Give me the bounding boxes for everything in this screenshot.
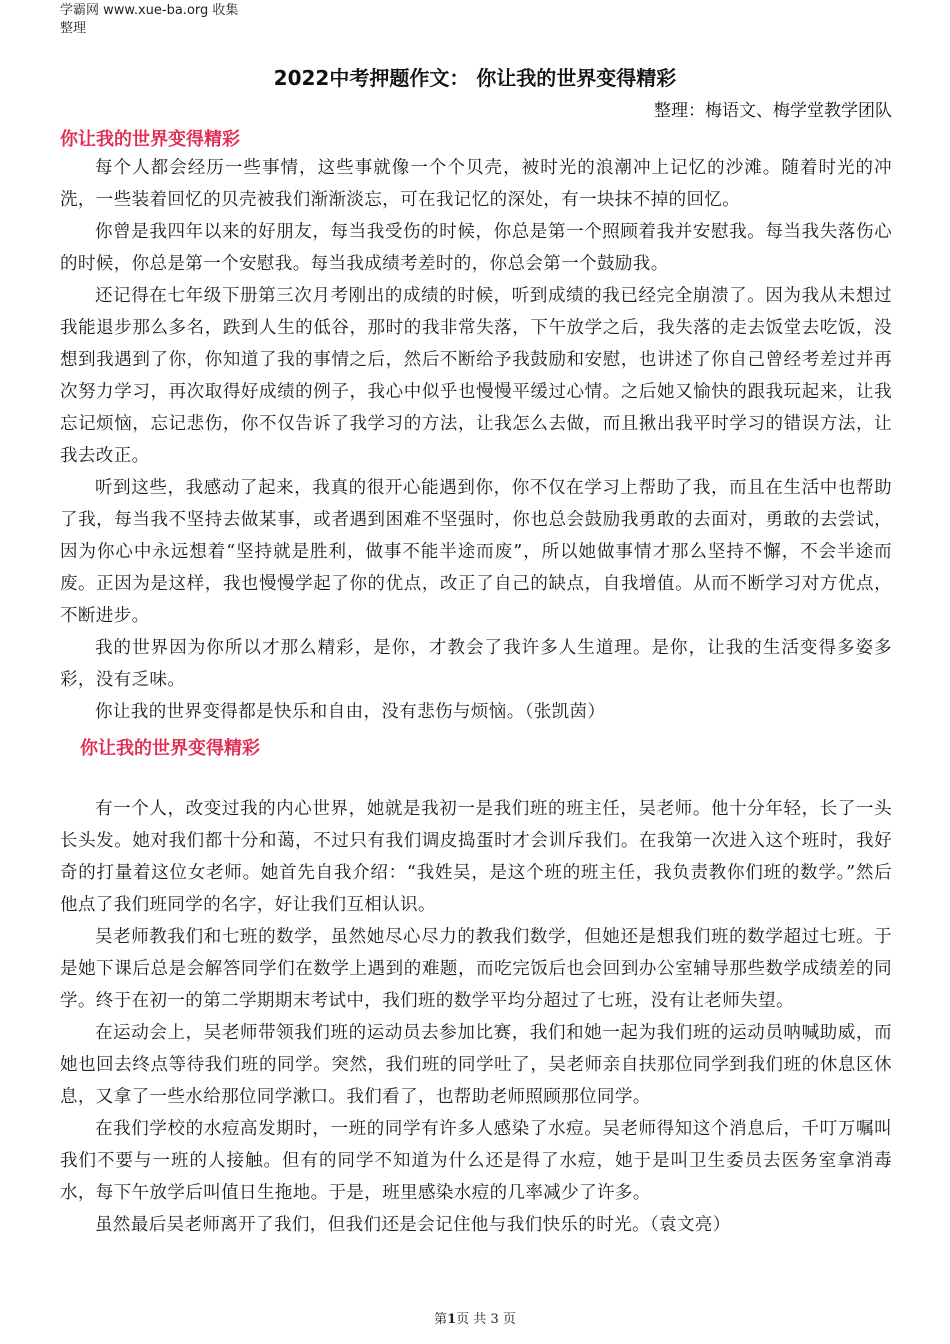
footer-middle: 页 共: [456, 1312, 487, 1327]
current-page-number: 1: [447, 1312, 457, 1327]
essay-2-body: [60, 793, 892, 1241]
paragraph: 我的世界因为你所以才那么精彩，是你，才教会了我许多人生道理。是你，让我的生活变得多姿多彩，没有乏味。: [60, 638, 892, 690]
paragraph: 你让我的世界变得都是快乐和自由，没有悲伤与烦恼。（张凯茵）: [95, 702, 606, 722]
total-pages: 3: [490, 1312, 499, 1327]
paragraph: 有一个人，改变过我的内心世界，她就是我初一是我们班的班主任，吴老师。他十分年轻，长了一头长头发。她对我们都十分和蔼，不过只有我们调皮捣蛋时才会训斥我们。在我第一次进入这个班时，我好奇的打量着这位女老师。她首先自我介绍：“我姓吴，是这个班的班主任，我负责教你们班的数学。”然后他点了我们班同学的名字，好让我们互相认识。: [60, 799, 892, 915]
paragraph: 在我们学校的水痘高发期时，一班的同学有许多人感染了水痘。吴老师得知这个消息后，千叮万嘱叫我们不要与一班的人接触。但有的同学不知道为什么还是得了水痘，她于是叫卫生委员去医务室拿消毒水，每下午放学后叫值日生拖地。于是，班里感染水痘的几率减少了许多。: [60, 1119, 892, 1203]
footer-suffix: 页: [502, 1312, 516, 1327]
paragraph: 在运动会上，吴老师带领我们班的运动员去参加比赛，我们和她一起为我们班的运动员呐喊助威，而她也回去终点等待我们班的同学。突然，我们班的同学吐了，吴老师亲自扶那位同学到我们班的休息区休息，又拿了一些水给那位同学漱口。我们看了，也帮助老师照顾那位同学。: [60, 1023, 892, 1107]
paragraph: 听到这些，我感动了起来，我真的很开心能遇到你，你不仅在学习上帮助了我，而且在生活中也帮助了我，每当我不坚持去做某事，或者遇到困难不坚强时，你也总会鼓励我勇敢的去面对，勇敢的去尝试，因为你心中永远想着“坚持就是胜利，做事不能半途而废”，所以她做事情才那么坚持不懈，不会半途而废。正因为是这样，我也慢慢学起了你的优点，改正了自己的缺点，自我增值。从而不断学习对方优点，不断进步。: [60, 478, 892, 626]
author-credit: 整理：梅语文、梅学堂教学团队: [654, 101, 892, 121]
page-title: 2022中考押题作文： 你让我的世界变得精彩: [273, 66, 677, 90]
page-header-site-note: 学霸网 www.xue-ba.org 收集整理: [60, 3, 239, 36]
page-number-footer: [0, 1308, 950, 1327]
paragraph: 你曾是我四年以来的好朋友，每当我受伤的时候，你总是第一个照顾着我并安慰我。每当我失落伤心的时候，你总是第一个安慰我。每当我成绩考差时的，你总会第一个鼓励我。: [60, 222, 892, 274]
paragraph: 吴老师教我们和七班的数学，虽然她尽心尽力的教我们数学，但她还是想我们班的数学超过七班。于是她下课后总是会解答同学们在数学上遇到的难题，而吃完饭后也会回到办公室辅导那些数学成绩差的同学。终于在初一的第二学期期末考试中，我们班的数学平均分超过了七班，没有让老师失望。: [60, 927, 892, 1011]
essay-1-heading: 你让我的世界变得精彩: [60, 129, 240, 150]
paragraph: 还记得在七年级下册第三次月考刚出的成绩的时候，听到成绩的我已经完全崩溃了。因为我从未想过我能退步那么多名，跌到人生的低谷，那时的我非常失落，下午放学之后，我失落的走去饭堂去吃饭，没想到我遇到了你，你知道了我的事情之后，然后不断给予我鼓励和安慰，也讲述了你自己曾经考差过并再次努力学习，再次取得好成绩的例子，我心中似乎也慢慢平缓过心情。之后她又愉快的跟我玩起来，让我忘记烦恼，忘记悲伤，你不仅告诉了我学习的方法，让我怎么去做，而且揪出我平时学习的错误方法，让我去改正。: [60, 286, 892, 466]
paragraph: 虽然最后吴老师离开了我们，但我们还是会记住他与我们快乐的时光。（袁文亮）: [95, 1215, 731, 1235]
footer-prefix: 第: [434, 1312, 448, 1327]
paragraph: 每个人都会经历一些事情，这些事就像一个个贝壳，被时光的浪潮冲上记忆的沙滩。随着时光的冲洗，一些装着回忆的贝壳被我们渐渐淡忘，可在我记忆的深处，有一块抹不掉的回忆。: [60, 158, 892, 210]
essay-2-heading: 你让我的世界变得精彩: [80, 738, 260, 759]
essay-1-body: [60, 152, 892, 728]
